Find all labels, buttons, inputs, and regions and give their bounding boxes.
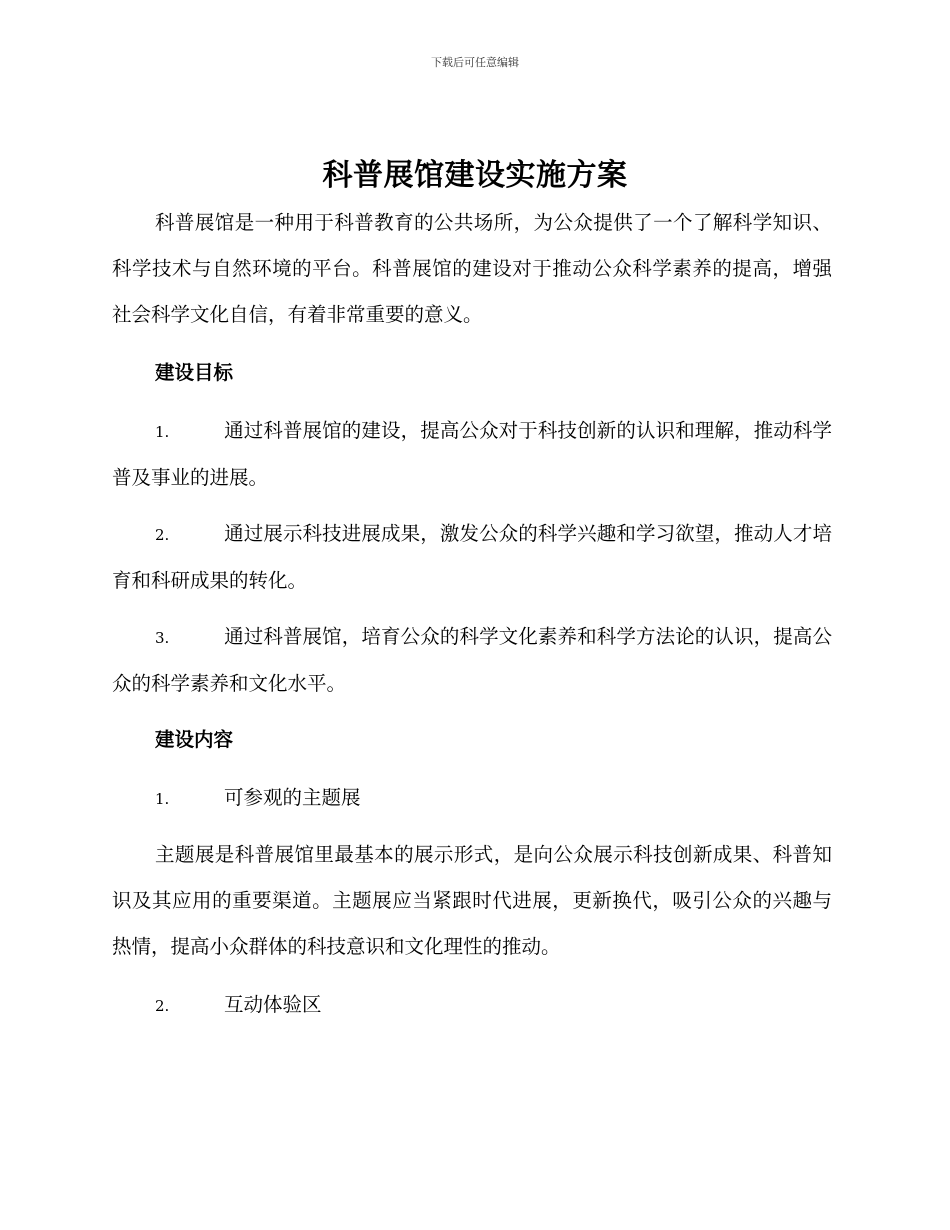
document-body: [112, 200, 832, 1039]
list-number: 3.: [155, 629, 170, 647]
page-header-note: 下载后可任意编辑: [431, 56, 519, 69]
list-text: 通过展示科技进展成果，激发公众的科学兴趣和学习欲望，推动人才培育和科研成果的转化。: [112, 522, 832, 592]
list-number: 2.: [155, 997, 170, 1015]
goal-item-3: [112, 614, 832, 707]
list-text: 通过科普展馆的建设，提高公众对于科技创新的认识和理解，推动科学普及事业的进展。: [112, 419, 832, 489]
list-number: 1.: [155, 790, 170, 808]
list-text: 通过科普展馆，培育公众的科学文化素养和科学方法论的认识，提高公众的科学素养和文化水平。: [112, 625, 832, 695]
list-text: 互动体验区: [224, 993, 322, 1016]
document-title: 科普展馆建设实施方案: [322, 158, 628, 193]
list-number: 2.: [155, 526, 170, 544]
section-heading-content: 建设内容: [155, 728, 234, 751]
section-heading-goals: 建设目标: [155, 361, 234, 384]
goal-item-1: [112, 408, 832, 501]
content-item-1: [112, 775, 832, 822]
theme-exhibit-paragraph: 主题展是科普展馆里最基本的展示形式，是向公众展示科技创新成果、科普知识及其应用的重要渠道。主题展应当紧跟时代进展，更新换代，吸引公众的兴趣与热情，提高小众群体的科技意识和文化理性的推动。: [112, 843, 832, 958]
list-text: 可参观的主题展: [224, 786, 361, 809]
list-number: 1.: [155, 423, 170, 441]
goal-item-2: [112, 511, 832, 604]
intro-paragraph: 科普展馆是一种用于科普教育的公共场所，为公众提供了一个了解科学知识、科学技术与自然环境的平台。科普展馆的建设对于推动公众科学素养的提高，增强社会科学文化自信，有着非常重要的意义。: [112, 211, 832, 326]
content-item-2: [112, 982, 832, 1029]
